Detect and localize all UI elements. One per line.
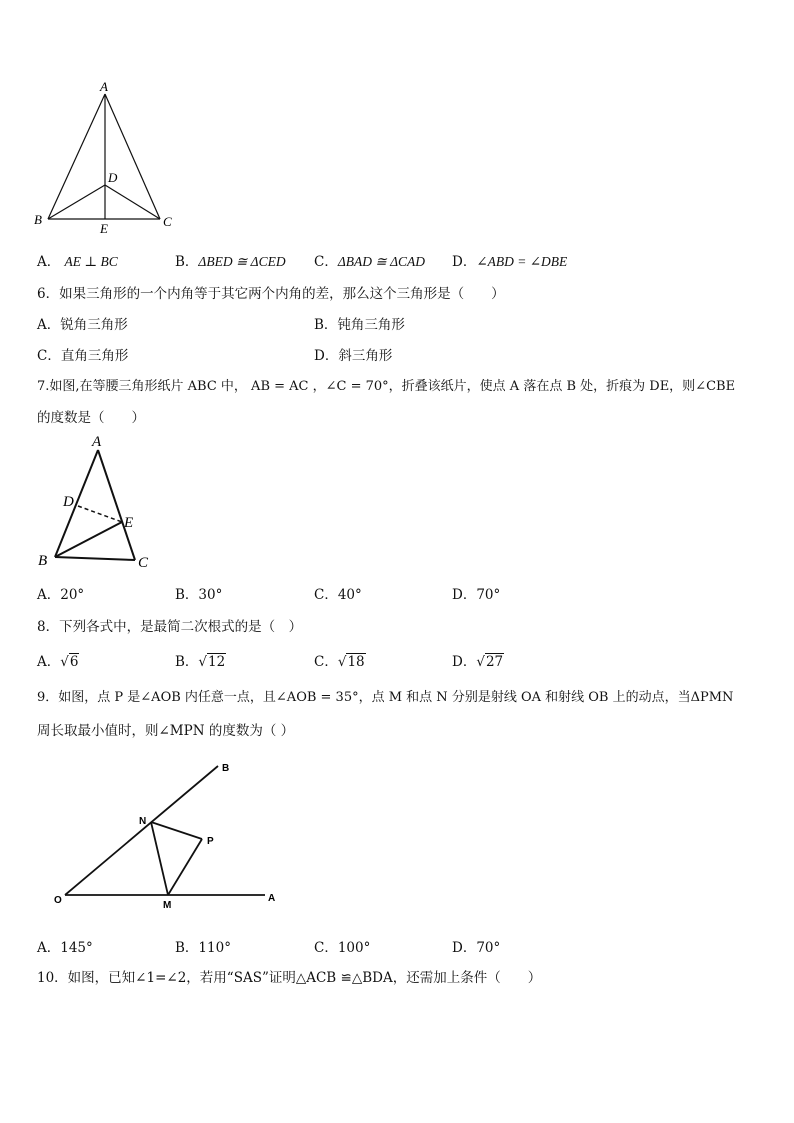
q9-option-d[interactable]: D．70° — [452, 940, 501, 956]
label-p: P — [207, 836, 214, 847]
label-c: C — [163, 214, 172, 229]
q6-option-c[interactable]: C．直角三角形 — [37, 348, 129, 364]
sqrt-symbol: √6 — [60, 654, 79, 670]
sqrt-symbol: √12 — [198, 654, 226, 670]
q8-option-c[interactable]: C．√18 — [314, 654, 365, 670]
q6-stem: 6．如果三角形的一个内角等于其它两个内角的差，那么这个三角形是（ ） — [37, 286, 505, 302]
label-d: D — [63, 494, 74, 510]
q5-option-b[interactable]: B．ΔBED ≅ ΔCED — [175, 254, 286, 270]
label-d: D — [108, 170, 118, 185]
sqrt-symbol: √18 — [337, 654, 365, 670]
q7-stem-line1: 7.如图,在等腰三角形纸片 ABC 中， AB = AC ，∠C = 70°，折叠该纸片，使点 A 落在点 B 处，折痕为 DE，则∠CBE — [37, 379, 736, 394]
figure-angle-aob — [50, 758, 290, 913]
label-a: A — [268, 893, 276, 904]
figure-folded-triangle — [32, 430, 162, 575]
label-a: A — [92, 434, 102, 450]
q9-option-c[interactable]: C．100° — [314, 940, 371, 956]
q10-stem: 10．如图，已知∠1=∠2，若用“SAS”证明△ACB ≌△BDA，还需加上条件（ ） — [37, 970, 542, 986]
q7-option-d[interactable]: D．70° — [452, 587, 501, 603]
label-c: C — [138, 555, 149, 571]
q5-option-a[interactable]: A． AE ⊥ BC — [37, 254, 118, 270]
q8-option-d[interactable]: D．√27 — [452, 654, 504, 670]
q8-option-a[interactable]: A．√6 — [37, 654, 79, 670]
q5-option-c[interactable]: C．ΔBAD ≅ ΔCAD — [314, 254, 425, 270]
q9-option-a[interactable]: A．145° — [37, 940, 93, 956]
q6-option-a[interactable]: A．锐角三角形 — [37, 317, 128, 333]
label-n: N — [139, 816, 147, 827]
q9-option-b[interactable]: B．110° — [175, 940, 231, 956]
q7-stem-line2: 的度数是（ ） — [37, 410, 145, 426]
q6-option-d[interactable]: D．斜三角形 — [314, 348, 393, 364]
q9-stem-line1: 9．如图，点 P 是∠AOB 内任意一点，且∠AOB = 35°，点 M 和点 N 分别是射线 OA 和射线 OB 上的动点，当ΔPMN — [37, 690, 734, 705]
label-o: O — [54, 895, 62, 906]
label-b: B — [38, 553, 48, 569]
q6-option-b[interactable]: B．钝角三角形 — [314, 317, 405, 333]
q5-option-d[interactable]: D．∠ABD = ∠DBE — [452, 254, 568, 270]
q8-option-b[interactable]: B．√12 — [175, 654, 226, 670]
q7-option-c[interactable]: C．40° — [314, 587, 362, 603]
q9-stem-line2: 周长取最小值时，则∠MPN 的度数为（ ） — [37, 723, 295, 739]
q7-option-a[interactable]: A．20° — [37, 587, 85, 603]
label-e: E — [100, 221, 108, 236]
figure-triangle-abd — [30, 78, 190, 238]
label-m: M — [163, 900, 172, 911]
q8-stem: 8．下列各式中，是最简二次根式的是（ ） — [37, 619, 303, 635]
sqrt-symbol: √27 — [476, 654, 504, 670]
label-b: B — [34, 212, 42, 227]
label-a: A — [100, 79, 108, 94]
q7-option-b[interactable]: B．30° — [175, 587, 223, 603]
label-e: E — [124, 515, 134, 531]
label-b: B — [222, 763, 230, 774]
